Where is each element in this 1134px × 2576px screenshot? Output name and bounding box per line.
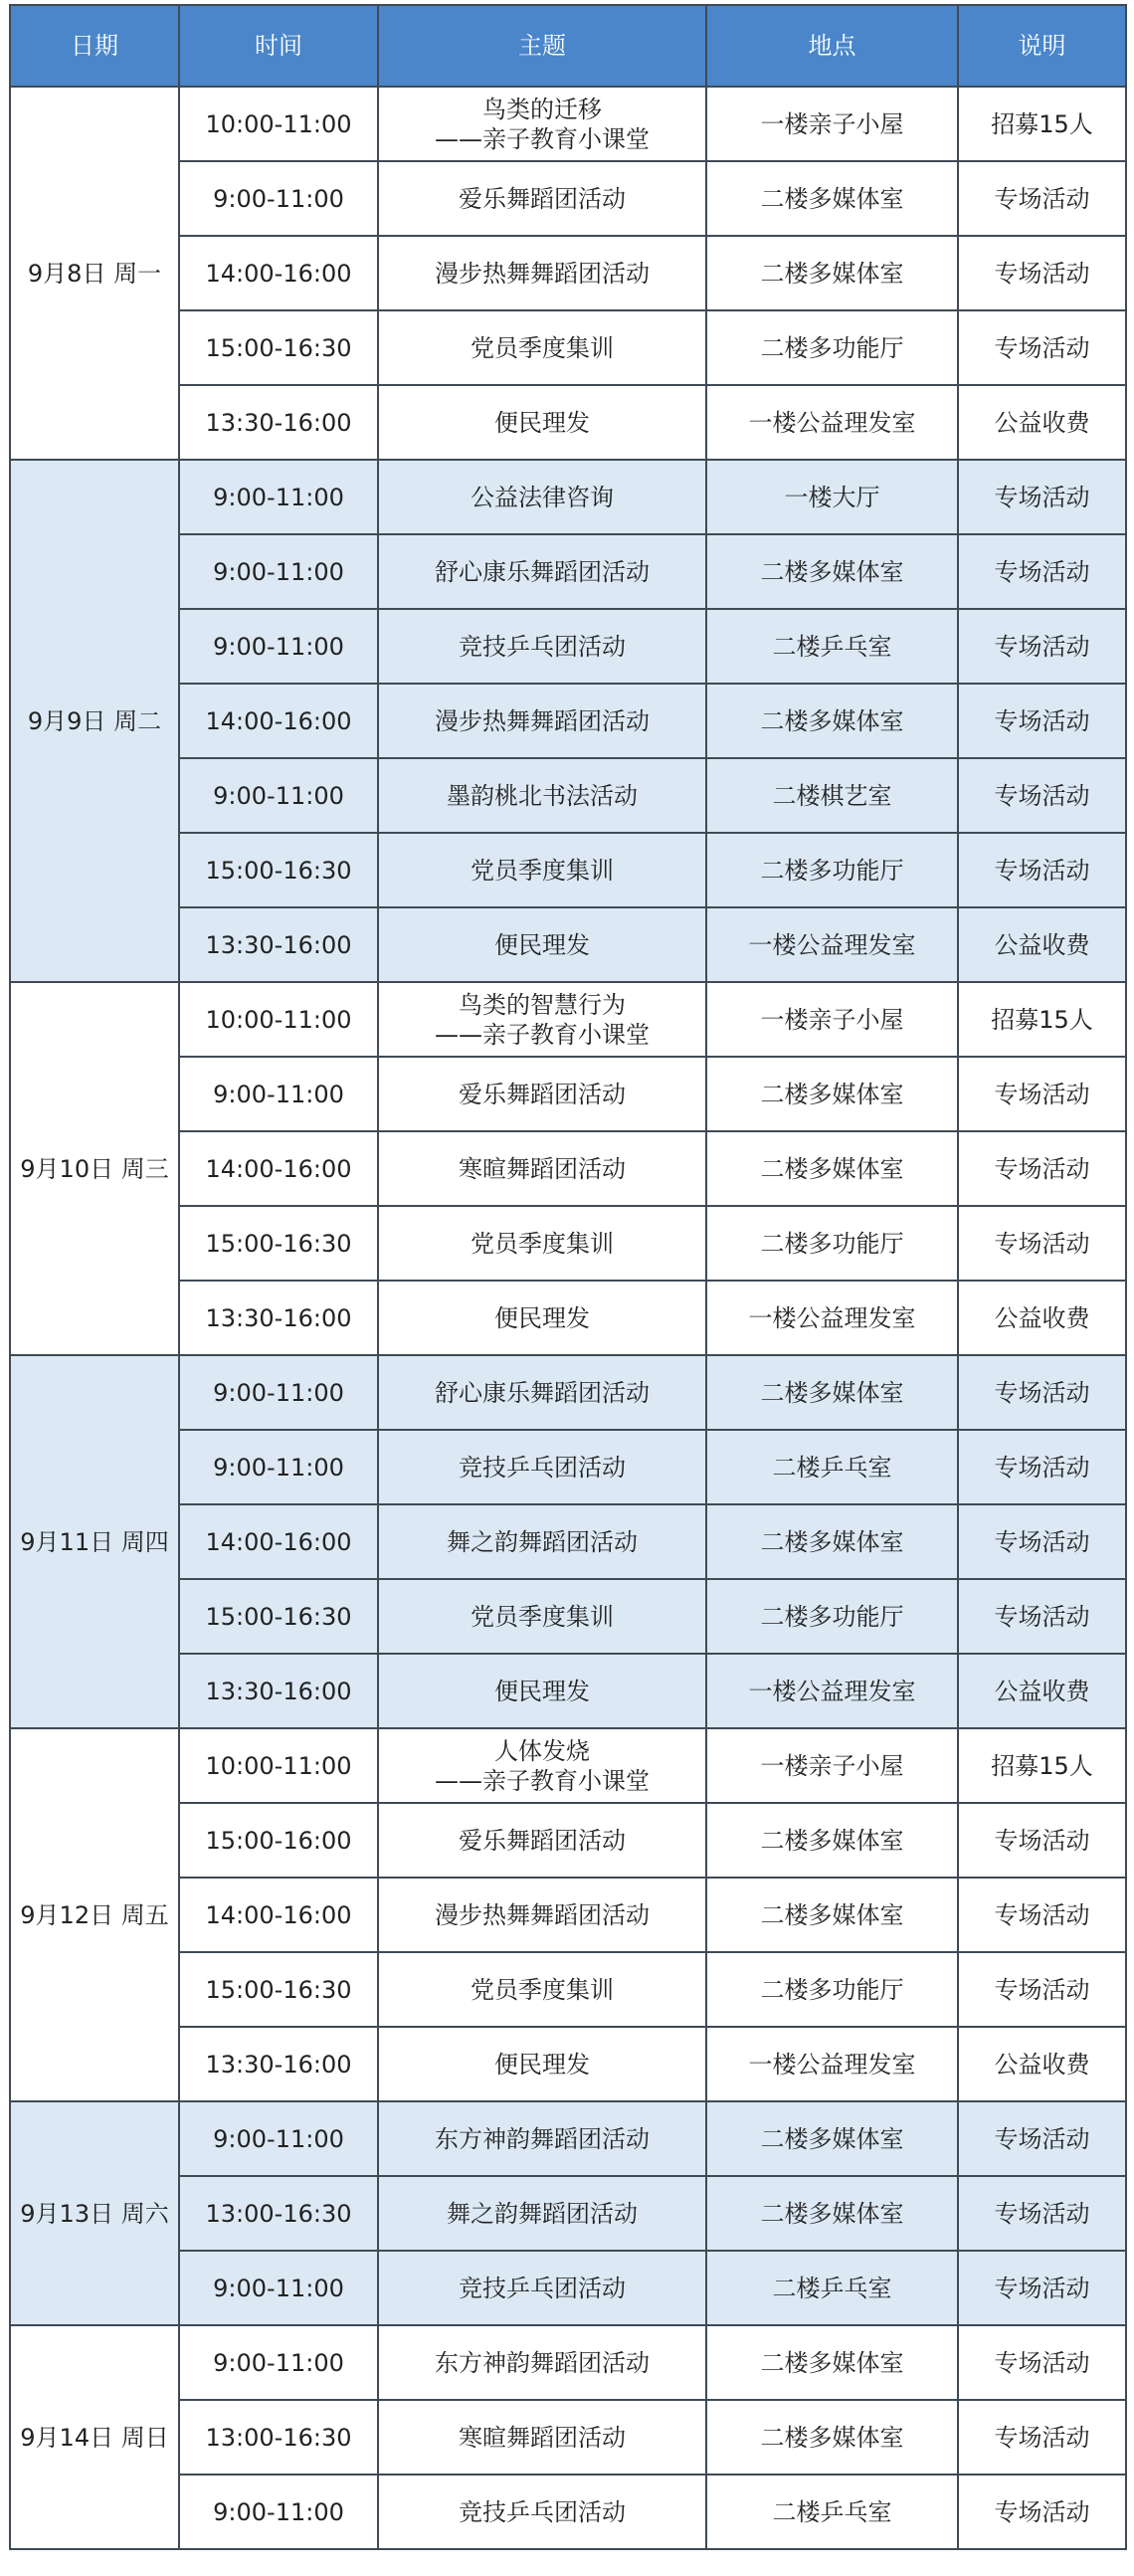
topic-line: 漫步热舞舞蹈团活动 bbox=[435, 706, 650, 735]
topic-cell bbox=[378, 1131, 706, 1206]
topic-line: 舒心康乐舞蹈团活动 bbox=[435, 557, 650, 586]
location-cell: 二楼多媒体室 bbox=[706, 161, 958, 236]
location-cell: 二楼多媒体室 bbox=[706, 1504, 958, 1579]
topic-cell bbox=[378, 1579, 706, 1654]
topic-line: 竞技乒乓团活动 bbox=[459, 2497, 626, 2526]
header-time: 时间 bbox=[179, 5, 378, 87]
table-row bbox=[10, 1728, 1126, 1803]
time-cell: 9:00-11:00 bbox=[179, 2475, 378, 2549]
note-cell: 专场活动 bbox=[958, 2101, 1126, 2176]
location-cell: 二楼多媒体室 bbox=[706, 1131, 958, 1206]
topic-cell bbox=[378, 1281, 706, 1355]
time-cell: 10:00-11:00 bbox=[179, 982, 378, 1057]
topic-cell bbox=[378, 833, 706, 907]
topic-cell bbox=[378, 1355, 706, 1430]
time-cell: 10:00-11:00 bbox=[179, 1728, 378, 1803]
note-cell: 专场活动 bbox=[958, 161, 1126, 236]
topic-cell bbox=[378, 236, 706, 310]
time-cell: 13:30-16:00 bbox=[179, 385, 378, 460]
location-cell: 一楼大厅 bbox=[706, 460, 958, 534]
location-cell: 一楼亲子小屋 bbox=[706, 982, 958, 1057]
topic-cell bbox=[378, 2325, 706, 2400]
table-row bbox=[10, 87, 1126, 161]
table-row bbox=[10, 460, 1126, 534]
note-cell: 专场活动 bbox=[958, 833, 1126, 907]
location-cell: 一楼公益理发室 bbox=[706, 385, 958, 460]
note-cell: 公益收费 bbox=[958, 1281, 1126, 1355]
topic-line: 爱乐舞蹈团活动 bbox=[459, 1080, 626, 1108]
note-cell: 专场活动 bbox=[958, 758, 1126, 833]
date-cell: 9月8日 周一 bbox=[10, 87, 179, 460]
topic-cell bbox=[378, 1654, 706, 1728]
topic-line: 鸟类的智慧行为 bbox=[459, 990, 626, 1019]
topic-line: 竞技乒乓团活动 bbox=[459, 1453, 626, 1482]
time-cell: 13:30-16:00 bbox=[179, 1281, 378, 1355]
header-row bbox=[10, 5, 1126, 87]
note-cell: 招募15人 bbox=[958, 87, 1126, 161]
time-cell: 9:00-11:00 bbox=[179, 2101, 378, 2176]
location-cell: 一楼亲子小屋 bbox=[706, 87, 958, 161]
note-cell: 专场活动 bbox=[958, 460, 1126, 534]
location-cell: 二楼多媒体室 bbox=[706, 2325, 958, 2400]
time-cell: 15:00-16:30 bbox=[179, 1952, 378, 2027]
topic-line: 墨韵桃北书法活动 bbox=[447, 781, 638, 810]
note-cell: 专场活动 bbox=[958, 1057, 1126, 1131]
topic-cell bbox=[378, 2176, 706, 2251]
time-cell: 15:00-16:30 bbox=[179, 1579, 378, 1654]
topic-line: 东方神韵舞蹈团活动 bbox=[435, 2348, 650, 2377]
location-cell: 二楼多媒体室 bbox=[706, 2400, 958, 2475]
time-cell: 15:00-16:30 bbox=[179, 833, 378, 907]
time-cell: 14:00-16:00 bbox=[179, 1878, 378, 1952]
location-cell: 一楼公益理发室 bbox=[706, 1281, 958, 1355]
date-cell: 9月10日 周三 bbox=[10, 982, 179, 1355]
date-cell: 9月13日 周六 bbox=[10, 2101, 179, 2325]
note-cell: 招募15人 bbox=[958, 1728, 1126, 1803]
topic-cell bbox=[378, 982, 706, 1057]
location-cell: 二楼多媒体室 bbox=[706, 1803, 958, 1878]
time-cell: 9:00-11:00 bbox=[179, 758, 378, 833]
topic-line: 寒暄舞蹈团活动 bbox=[459, 1154, 626, 1183]
topic-cell bbox=[378, 907, 706, 982]
location-cell: 二楼多媒体室 bbox=[706, 2176, 958, 2251]
note-cell: 专场活动 bbox=[958, 1579, 1126, 1654]
time-cell: 13:30-16:00 bbox=[179, 907, 378, 982]
note-cell: 公益收费 bbox=[958, 907, 1126, 982]
topic-line: 鸟类的迁移 bbox=[482, 95, 602, 123]
note-cell: 专场活动 bbox=[958, 1131, 1126, 1206]
time-cell: 15:00-16:00 bbox=[179, 1803, 378, 1878]
topic-cell bbox=[378, 758, 706, 833]
topic-cell bbox=[378, 1952, 706, 2027]
topic-cell bbox=[378, 1206, 706, 1281]
time-cell: 15:00-16:30 bbox=[179, 310, 378, 385]
note-cell: 专场活动 bbox=[958, 1430, 1126, 1504]
time-cell: 9:00-11:00 bbox=[179, 609, 378, 684]
topic-cell bbox=[378, 1728, 706, 1803]
topic-line: 舒心康乐舞蹈团活动 bbox=[435, 1378, 650, 1407]
topic-line: 便民理发 bbox=[494, 2050, 590, 2079]
note-cell: 专场活动 bbox=[958, 1355, 1126, 1430]
time-cell: 9:00-11:00 bbox=[179, 2325, 378, 2400]
topic-line: ——亲子教育小课堂 bbox=[435, 1020, 650, 1049]
topic-line: 人体发烧 bbox=[494, 1736, 590, 1765]
topic-line: 舞之韵舞蹈团活动 bbox=[447, 1527, 638, 1556]
header-date: 日期 bbox=[10, 5, 179, 87]
location-cell: 二楼多媒体室 bbox=[706, 534, 958, 609]
location-cell: 二楼多功能厅 bbox=[706, 833, 958, 907]
date-cell: 9月12日 周五 bbox=[10, 1728, 179, 2101]
note-cell: 公益收费 bbox=[958, 2027, 1126, 2101]
topic-line: 寒暄舞蹈团活动 bbox=[459, 2423, 626, 2452]
location-cell: 二楼多功能厅 bbox=[706, 310, 958, 385]
location-cell: 二楼多媒体室 bbox=[706, 1878, 958, 1952]
time-cell: 9:00-11:00 bbox=[179, 534, 378, 609]
topic-line: ——亲子教育小课堂 bbox=[435, 124, 650, 153]
location-cell: 二楼多功能厅 bbox=[706, 1579, 958, 1654]
topic-cell bbox=[378, 460, 706, 534]
table-row bbox=[10, 982, 1126, 1057]
location-cell: 一楼亲子小屋 bbox=[706, 1728, 958, 1803]
time-cell: 14:00-16:00 bbox=[179, 1504, 378, 1579]
note-cell: 招募15人 bbox=[958, 982, 1126, 1057]
topic-cell bbox=[378, 1057, 706, 1131]
note-cell: 专场活动 bbox=[958, 1803, 1126, 1878]
topic-line: 爱乐舞蹈团活动 bbox=[459, 1826, 626, 1855]
schedule-body bbox=[10, 87, 1126, 2549]
table-row bbox=[10, 2101, 1126, 2176]
note-cell: 专场活动 bbox=[958, 2475, 1126, 2549]
location-cell: 二楼多媒体室 bbox=[706, 236, 958, 310]
topic-cell bbox=[378, 1803, 706, 1878]
location-cell: 二楼乒乓室 bbox=[706, 2475, 958, 2549]
note-cell: 专场活动 bbox=[958, 609, 1126, 684]
topic-cell bbox=[378, 1504, 706, 1579]
topic-cell bbox=[378, 161, 706, 236]
time-cell: 13:00-16:30 bbox=[179, 2400, 378, 2475]
location-cell: 二楼多媒体室 bbox=[706, 1355, 958, 1430]
location-cell: 二楼乒乓室 bbox=[706, 609, 958, 684]
topic-line: 竞技乒乓团活动 bbox=[459, 632, 626, 661]
topic-cell bbox=[378, 310, 706, 385]
note-cell: 专场活动 bbox=[958, 236, 1126, 310]
table-row bbox=[10, 2325, 1126, 2400]
time-cell: 15:00-16:30 bbox=[179, 1206, 378, 1281]
topic-line: 竞技乒乓团活动 bbox=[459, 2274, 626, 2302]
location-cell: 一楼公益理发室 bbox=[706, 2027, 958, 2101]
topic-line: 爱乐舞蹈团活动 bbox=[459, 184, 626, 213]
time-cell: 13:30-16:00 bbox=[179, 1654, 378, 1728]
time-cell: 9:00-11:00 bbox=[179, 1057, 378, 1131]
note-cell: 专场活动 bbox=[958, 534, 1126, 609]
time-cell: 9:00-11:00 bbox=[179, 460, 378, 534]
note-cell: 专场活动 bbox=[958, 2325, 1126, 2400]
time-cell: 9:00-11:00 bbox=[179, 1355, 378, 1430]
topic-line: 公益法律咨询 bbox=[471, 483, 614, 511]
time-cell: 9:00-11:00 bbox=[179, 1430, 378, 1504]
topic-line: 东方神韵舞蹈团活动 bbox=[435, 2124, 650, 2153]
note-cell: 专场活动 bbox=[958, 2251, 1126, 2325]
note-cell: 专场活动 bbox=[958, 1206, 1126, 1281]
note-cell: 公益收费 bbox=[958, 385, 1126, 460]
time-cell: 13:00-16:30 bbox=[179, 2176, 378, 2251]
topic-cell bbox=[378, 1878, 706, 1952]
location-cell: 二楼乒乓室 bbox=[706, 1430, 958, 1504]
topic-cell bbox=[378, 609, 706, 684]
header-location: 地点 bbox=[706, 5, 958, 87]
topic-cell bbox=[378, 684, 706, 758]
location-cell: 一楼公益理发室 bbox=[706, 907, 958, 982]
location-cell: 二楼多功能厅 bbox=[706, 1952, 958, 2027]
date-cell: 9月9日 周二 bbox=[10, 460, 179, 982]
topic-line: 漫步热舞舞蹈团活动 bbox=[435, 259, 650, 288]
location-cell: 一楼公益理发室 bbox=[706, 1654, 958, 1728]
topic-cell bbox=[378, 2027, 706, 2101]
topic-line: 漫步热舞舞蹈团活动 bbox=[435, 1900, 650, 1929]
location-cell: 二楼多媒体室 bbox=[706, 1057, 958, 1131]
topic-line: 党员季度集训 bbox=[471, 333, 614, 362]
topic-line: 党员季度集训 bbox=[471, 1229, 614, 1258]
location-cell: 二楼乒乓室 bbox=[706, 2251, 958, 2325]
location-cell: 二楼多媒体室 bbox=[706, 684, 958, 758]
note-cell: 专场活动 bbox=[958, 1878, 1126, 1952]
topic-cell bbox=[378, 385, 706, 460]
time-cell: 9:00-11:00 bbox=[179, 2251, 378, 2325]
note-cell: 专场活动 bbox=[958, 1952, 1126, 2027]
table-row bbox=[10, 1355, 1126, 1430]
note-cell: 专场活动 bbox=[958, 310, 1126, 385]
topic-cell bbox=[378, 1430, 706, 1504]
note-cell: 专场活动 bbox=[958, 684, 1126, 758]
time-cell: 14:00-16:00 bbox=[179, 236, 378, 310]
topic-line: 便民理发 bbox=[494, 1303, 590, 1332]
header-topic: 主题 bbox=[378, 5, 706, 87]
time-cell: 10:00-11:00 bbox=[179, 87, 378, 161]
topic-cell bbox=[378, 2475, 706, 2549]
schedule-table bbox=[9, 4, 1127, 2550]
note-cell: 专场活动 bbox=[958, 2400, 1126, 2475]
location-cell: 二楼多功能厅 bbox=[706, 1206, 958, 1281]
date-cell: 9月11日 周四 bbox=[10, 1355, 179, 1728]
topic-line: 便民理发 bbox=[494, 930, 590, 959]
topic-line: 便民理发 bbox=[494, 408, 590, 437]
topic-line: 便民理发 bbox=[494, 1677, 590, 1705]
location-cell: 二楼多媒体室 bbox=[706, 2101, 958, 2176]
topic-line: 党员季度集训 bbox=[471, 1975, 614, 2004]
header-note: 说明 bbox=[958, 5, 1126, 87]
time-cell: 14:00-16:00 bbox=[179, 1131, 378, 1206]
topic-cell bbox=[378, 2101, 706, 2176]
note-cell: 公益收费 bbox=[958, 1654, 1126, 1728]
topic-line: 舞之韵舞蹈团活动 bbox=[447, 2199, 638, 2228]
topic-cell bbox=[378, 534, 706, 609]
time-cell: 13:30-16:00 bbox=[179, 2027, 378, 2101]
location-cell: 二楼棋艺室 bbox=[706, 758, 958, 833]
time-cell: 9:00-11:00 bbox=[179, 161, 378, 236]
topic-cell bbox=[378, 2400, 706, 2475]
topic-line: 党员季度集训 bbox=[471, 1602, 614, 1631]
note-cell: 专场活动 bbox=[958, 1504, 1126, 1579]
note-cell: 专场活动 bbox=[958, 2176, 1126, 2251]
date-cell: 9月14日 周日 bbox=[10, 2325, 179, 2549]
topic-cell bbox=[378, 87, 706, 161]
topic-line: ——亲子教育小课堂 bbox=[435, 1766, 650, 1795]
topic-line: 党员季度集训 bbox=[471, 856, 614, 885]
topic-cell bbox=[378, 2251, 706, 2325]
time-cell: 14:00-16:00 bbox=[179, 684, 378, 758]
